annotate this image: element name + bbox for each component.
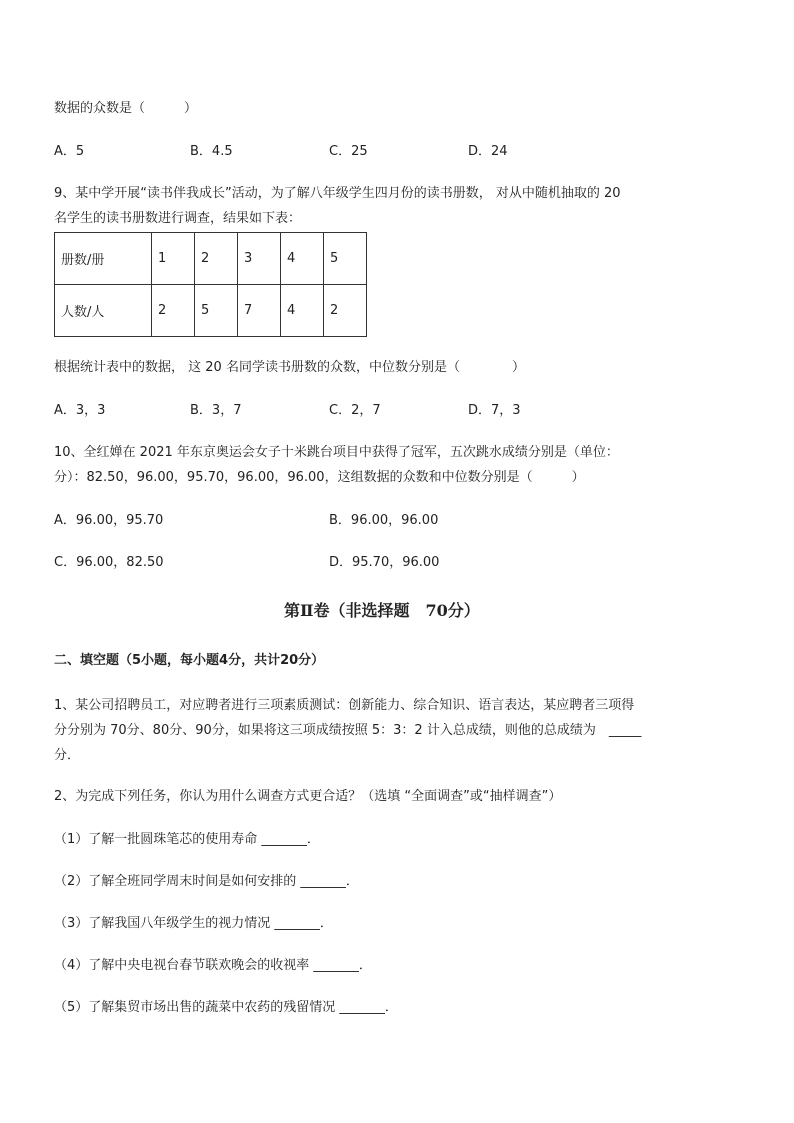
q9-stem-line1: 9、某中学开展“读书伴我成长”活动，为了解八年级学生四月份的读书册数， 对从中随机抽取的 20 [54, 186, 621, 201]
q10-option-b: B．96.00，96.00 [329, 513, 439, 528]
table-cell: 册数/册 [55, 233, 152, 285]
table-cell: 2 [324, 285, 367, 337]
q8-option-c: C．25 [329, 144, 368, 159]
table-cell: 4 [281, 285, 324, 337]
table-cell: 2 [195, 233, 238, 285]
table-cell: 3 [238, 233, 281, 285]
table-cell: 4 [281, 233, 324, 285]
fill1-line1: 1、某公司招聘员工，对应聘者进行三项素质测试：创新能力、综合知识、语言表达，某应聘者三项得 [54, 698, 635, 713]
q9-stem-line2: 名学生的读书册数进行调查，结果如下表： [54, 211, 302, 226]
table-cell: 2 [152, 285, 195, 337]
table-cell: 5 [195, 285, 238, 337]
q8-option-b: B．4.5 [190, 144, 233, 159]
fill2-item-1: （1）了解一批圆珠笔芯的使用寿命 _______． [54, 832, 320, 847]
table-row [55, 233, 367, 285]
q8-option-a: A．5 [54, 144, 85, 159]
table-cell: 人数/人 [55, 285, 152, 337]
fill1-line3: 分． [54, 748, 81, 763]
q9-stat-table [54, 232, 367, 337]
q10-option-a: A．96.00，95.70 [54, 513, 164, 528]
table-cell: 7 [238, 285, 281, 337]
q10-option-c: C．96.00，82.50 [54, 555, 164, 570]
fill2-item-5: （5）了解集贸市场出售的蔬菜中农药的残留情况 _______． [54, 1000, 398, 1015]
fill2-item-3: （3）了解我国八年级学生的视力情况 _______． [54, 916, 333, 931]
fill-section-heading: 二、填空题（5小题，每小题4分，共计20分） [54, 653, 325, 668]
q8-stem-tail: 数据的众数是（ ） [54, 101, 198, 116]
table-cell: 1 [152, 233, 195, 285]
q9-question: 根据统计表中的数据， 这 20 名同学读书册数的众数，中位数分别是（ ） [54, 360, 525, 375]
fill1-line2: 分分别为 70分、80分、90分，如果将这三项成绩按照 5：3：2 计入总成绩，则他的总成绩为 _____ [54, 723, 642, 738]
fill2-item-2: （2）了解全班同学周末时间是如何安排的 _______． [54, 874, 359, 889]
fill2-item-4: （4）了解中央电视台春节联欢晚会的收视率 _______． [54, 958, 372, 973]
table-cell: 5 [324, 233, 367, 285]
q10-option-d: D．95.70，96.00 [329, 555, 440, 570]
q8-option-d: D．24 [468, 144, 508, 159]
fill2-stem: 2、为完成下列任务，你认为用什么调查方式更合适？（选填 “全面调查”或“抽样调查”） [54, 789, 562, 804]
q9-option-c: C．2，7 [329, 403, 381, 418]
q10-stem-line1: 10、全红婵在 2021 年东京奥运会女子十米跳台项目中获得了冠军，五次跳水成绩分别是（单位： [54, 445, 619, 460]
q9-option-a: A．3，3 [54, 403, 106, 418]
table-row [55, 285, 367, 337]
part2-title: 第Ⅱ卷（非选择题 70分） [284, 601, 480, 620]
q9-option-d: D．7，3 [468, 403, 521, 418]
q10-stem-line2: 分）：82.50，96.00，95.70，96.00，96.00，这组数据的众数和中位数分别是（ ） [54, 470, 585, 485]
q9-option-b: B．3，7 [190, 403, 242, 418]
